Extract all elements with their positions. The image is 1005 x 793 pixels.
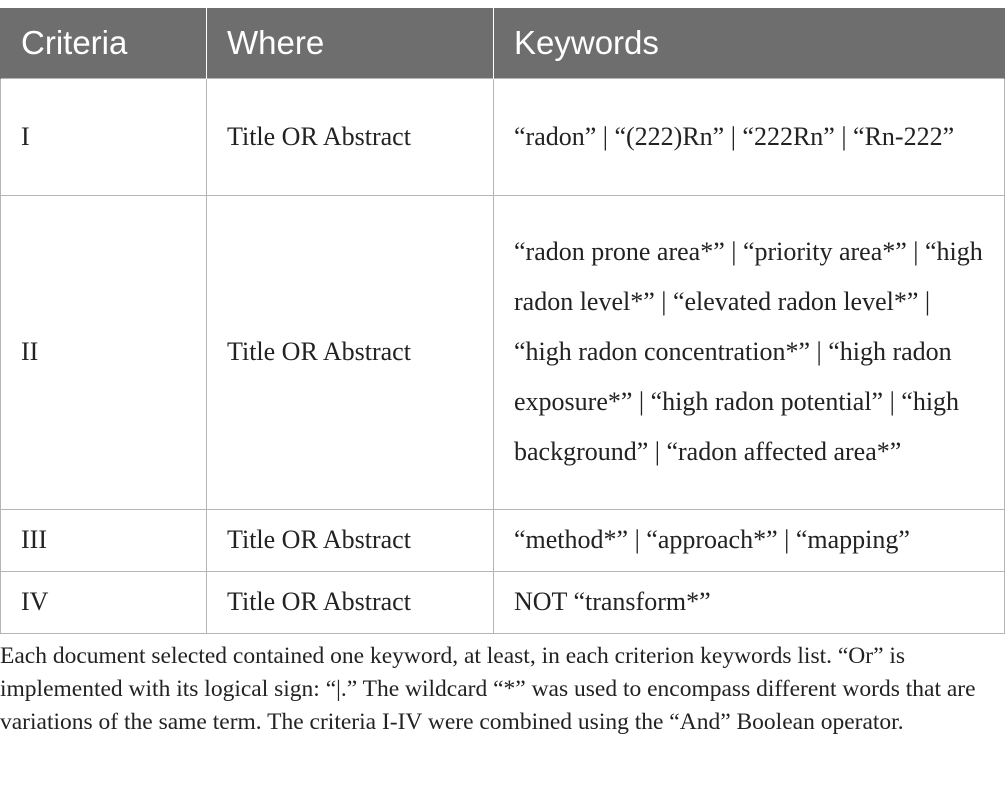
criteria-cell: I: [1, 78, 207, 195]
keywords-cell: “radon prone area*” | “priority area*” | “high radon level*” | “elevated radon level*” | “high radon concentration*” | “high radon exposure*” | “high radon potential” | “high background” | “radon affected area*”: [494, 195, 1005, 509]
table-row: [1, 78, 1005, 195]
header-where: Where: [207, 8, 494, 78]
criteria-cell: II: [1, 195, 207, 509]
where-cell: Title OR Abstract: [207, 509, 494, 571]
table-body: [1, 78, 1005, 633]
table-footnote: Each document selected contained one keyword, at least, in each criterion keywords list. “Or” is implemented with its logical sign: “|.” The wildcard “*” was used to encompass different words that are variations of the same term. The criteria I-IV were combined using the “And” Boolean operator.: [0, 643, 976, 735]
keywords-cell: “method*” | “approach*” | “mapping”: [494, 509, 1005, 571]
criteria-cell: III: [1, 509, 207, 571]
criteria-table-container: [0, 8, 1004, 634]
where-cell: Title OR Abstract: [207, 571, 494, 633]
header-row: [1, 8, 1005, 78]
keywords-cell: “radon” | “(222)Rn” | “222Rn” | “Rn-222”: [494, 78, 1005, 195]
where-cell: Title OR Abstract: [207, 195, 494, 509]
table-row: [1, 509, 1005, 571]
table-header: [1, 8, 1005, 78]
keywords-cell: NOT “transform*”: [494, 571, 1005, 633]
criteria-table: [0, 8, 1005, 634]
where-cell: Title OR Abstract: [207, 78, 494, 195]
criteria-cell: IV: [1, 571, 207, 633]
header-criteria: Criteria: [1, 8, 207, 78]
header-keywords: Keywords: [494, 8, 1005, 78]
table-row: [1, 571, 1005, 633]
table-row: [1, 195, 1005, 509]
